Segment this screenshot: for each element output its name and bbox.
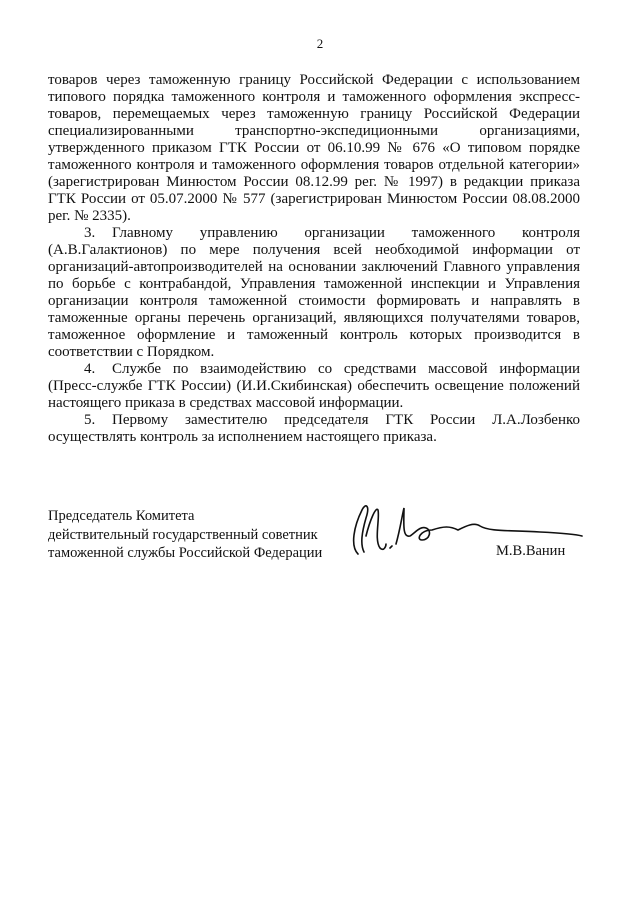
paragraph-number: 5. xyxy=(84,412,96,428)
paragraph xyxy=(48,361,580,412)
paragraph-line: таможенные органы перечень организаций, являющихся получателями товаров, xyxy=(48,310,580,326)
paragraph-text: Главному управлению организации таможенного контроля xyxy=(112,225,580,241)
paragraph-number: 3. xyxy=(84,225,96,241)
paragraph xyxy=(48,225,580,361)
signature-title-line: действительный государственный советник xyxy=(48,526,318,543)
paragraph-line xyxy=(48,361,580,378)
signature-title xyxy=(48,507,322,563)
paragraph-line: настоящего приказа в средствах массовой информации. xyxy=(48,395,404,411)
paragraph-line xyxy=(48,225,580,242)
signature-title-line: таможенной службы Российской Федерации xyxy=(48,545,323,561)
paragraph-number: 4. xyxy=(84,361,96,377)
paragraph-text: Службе по взаимодействию со средствами массовой информации xyxy=(112,361,580,377)
paragraph-line: (зарегистрирован Минюстом России 08.12.99 рег. № 1997) в редакции приказа xyxy=(48,174,580,190)
paragraph-line: по борьбе с контрабандой, Управления таможенной инспекции и Управления xyxy=(48,276,580,292)
paragraph-line: (Пресс-службе ГТК России) (И.И.Скибинская) обеспечить освещение положений xyxy=(48,378,580,394)
paragraph-line: товаров через таможенную границу Российской Федерации с использованием xyxy=(48,72,580,88)
paragraph-line: таможенного контроля и таможенного оформления товаров отдельной категории» xyxy=(48,157,580,173)
paragraph-line: соответствии с Порядком. xyxy=(48,344,215,360)
signature-title-line: Председатель Комитета xyxy=(48,508,195,524)
paragraph xyxy=(48,72,580,225)
signatory-name: М.В.Ванин xyxy=(496,543,566,559)
paragraph-text: Первому заместителю председателя ГТК России Л.А.Лозбенко xyxy=(112,412,580,428)
paragraph-line: специализированными транспортно-экспедиционными организациями, xyxy=(48,123,580,139)
paragraph-line: таможенное оформление и таможенный контроль которых производится в xyxy=(48,327,580,343)
document-body xyxy=(48,72,580,446)
paragraph-line: осуществлять контроль за исполнением настоящего приказа. xyxy=(48,429,437,445)
paragraph-line: товаров, перемещаемых через таможенную границу Российской Федерации xyxy=(48,106,580,122)
page-number: 2 xyxy=(316,36,324,51)
paragraph-line: типового порядка таможенного контроля и таможенного оформления экспресс- xyxy=(48,89,580,105)
paragraph-line: утвержденного приказом ГТК России от 06.10.99 № 676 «О типовом порядке xyxy=(48,140,580,156)
paragraph-line xyxy=(48,412,580,429)
paragraph xyxy=(48,412,580,446)
paragraph-line: организации контроля таможенной стоимости формировать и направлять в xyxy=(48,293,580,309)
paragraph-line: (А.В.Галактионов) по мере получения всей необходимой информации от xyxy=(48,242,580,258)
paragraph-line: организаций-автопроизводителей на основании заключений Главного управления xyxy=(48,259,580,275)
paragraph-line: рег. № 2335). xyxy=(48,208,131,224)
paragraph-line: ГТК России от 05.07.2000 № 577 (зарегистрирован Минюстом России 08.08.2000 xyxy=(48,191,580,207)
